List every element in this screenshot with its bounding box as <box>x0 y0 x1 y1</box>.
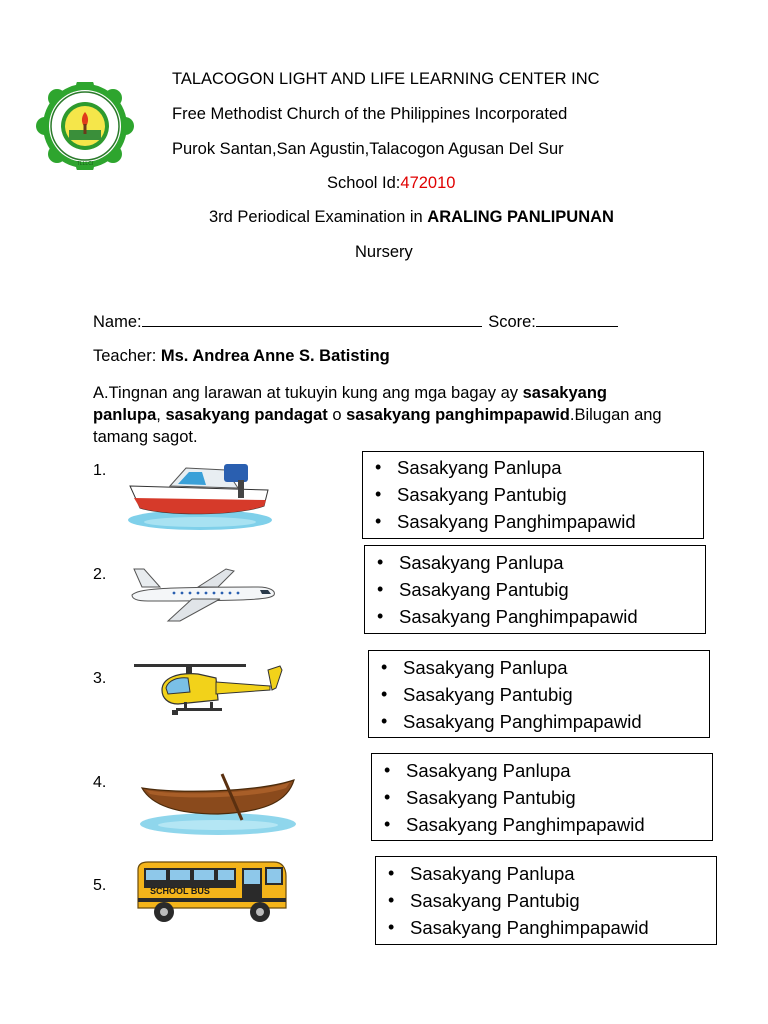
instructions-sep-2: o <box>327 406 347 424</box>
choices-box-2 <box>364 545 706 634</box>
choice-pantubig[interactable]: • Sasakyang Pantubig <box>376 887 716 914</box>
choices-box-4 <box>371 753 713 841</box>
helicopter-picture <box>132 660 288 722</box>
choices-list-2 <box>365 549 705 630</box>
rowboat-picture <box>138 770 298 838</box>
choice-panghimpapawid[interactable]: • Sasakyang Panghimpapawid <box>365 603 705 630</box>
choices-list-3 <box>369 654 709 735</box>
score-label: Score: <box>488 313 536 331</box>
choices-box-3 <box>368 650 710 738</box>
item-number-4: 4. <box>93 774 107 791</box>
teacher-name: Ms. Andrea Anne S. Batisting <box>160 347 390 365</box>
choice-panlupa[interactable]: • Sasakyang Panlupa <box>363 454 703 481</box>
instructions <box>93 382 673 448</box>
exam-title-prefix: 3rd Periodical Examination in <box>209 208 428 226</box>
choices-list-4 <box>372 757 712 838</box>
school-bus-picture <box>134 860 292 926</box>
instructions-bold-3: sasakyang panghimpapawid <box>346 406 570 424</box>
choice-panghimpapawid[interactable]: • Sasakyang Panghimpapawid <box>372 811 712 838</box>
name-label: Name: <box>93 313 142 331</box>
teacher-line <box>93 347 390 366</box>
choice-panlupa[interactable]: • Sasakyang Panlupa <box>369 654 709 681</box>
choice-panlupa[interactable]: • Sasakyang Panlupa <box>376 860 716 887</box>
item-number-2: 2. <box>93 566 107 583</box>
choice-pantubig[interactable]: • Sasakyang Pantubig <box>372 784 712 811</box>
school-logo <box>22 82 148 170</box>
bus-label: SCHOOL BUS <box>150 886 210 896</box>
grade-level: Nursery <box>355 243 413 261</box>
choice-panghimpapawid[interactable]: • Sasakyang Panghimpapawid <box>369 708 709 735</box>
choices-list-5 <box>376 860 716 941</box>
instructions-text-2: .Bilugan ang tamang sagot. <box>93 406 662 446</box>
choice-pantubig[interactable]: • Sasakyang Pantubig <box>363 481 703 508</box>
instructions-text-1: A.Tingnan ang larawan at tukuyin kung ang mga bagay ay <box>93 384 523 402</box>
instructions-sep-1: , <box>156 406 166 424</box>
school-address: Purok Santan,San Agustin,Talacogon Agusan Del Sur <box>172 140 564 158</box>
choice-panghimpapawid[interactable]: • Sasakyang Panghimpapawid <box>376 914 716 941</box>
logo-initials: TLLLCI <box>76 161 94 167</box>
item-number-5: 5. <box>93 877 107 894</box>
choice-pantubig[interactable]: • Sasakyang Pantubig <box>369 681 709 708</box>
instructions-bold-1: sasakyang panlupa <box>93 384 607 424</box>
name-blank[interactable] <box>142 314 482 327</box>
school-id <box>327 174 455 193</box>
church-name: Free Methodist Church of the Philippines Incorporated <box>172 105 568 123</box>
name-score-row <box>93 313 618 332</box>
exam-subject: ARALING PANLIPUNAN <box>427 208 614 226</box>
choices-list-1 <box>363 454 703 535</box>
choice-panlupa[interactable]: • Sasakyang Panlupa <box>365 549 705 576</box>
exam-title <box>209 208 614 227</box>
instructions-bold-2: sasakyang pandagat <box>165 406 328 424</box>
choice-panlupa[interactable]: • Sasakyang Panlupa <box>372 757 712 784</box>
speedboat-picture <box>126 460 274 532</box>
choice-pantubig[interactable]: • Sasakyang Pantubig <box>365 576 705 603</box>
choices-box-5 <box>375 856 717 945</box>
choice-panghimpapawid[interactable]: • Sasakyang Panghimpapawid <box>363 508 703 535</box>
airplane-picture <box>128 565 278 625</box>
item-number-1: 1. <box>93 462 107 479</box>
school-id-label: School Id: <box>327 174 401 192</box>
item-number-3: 3. <box>93 670 107 687</box>
score-blank[interactable] <box>536 314 618 327</box>
school-id-value: 472010 <box>400 174 456 192</box>
teacher-label: Teacher: <box>93 347 161 365</box>
choices-box-1 <box>362 451 704 539</box>
school-name: TALACOGON LIGHT AND LIFE LEARNING CENTER INC <box>172 70 600 88</box>
